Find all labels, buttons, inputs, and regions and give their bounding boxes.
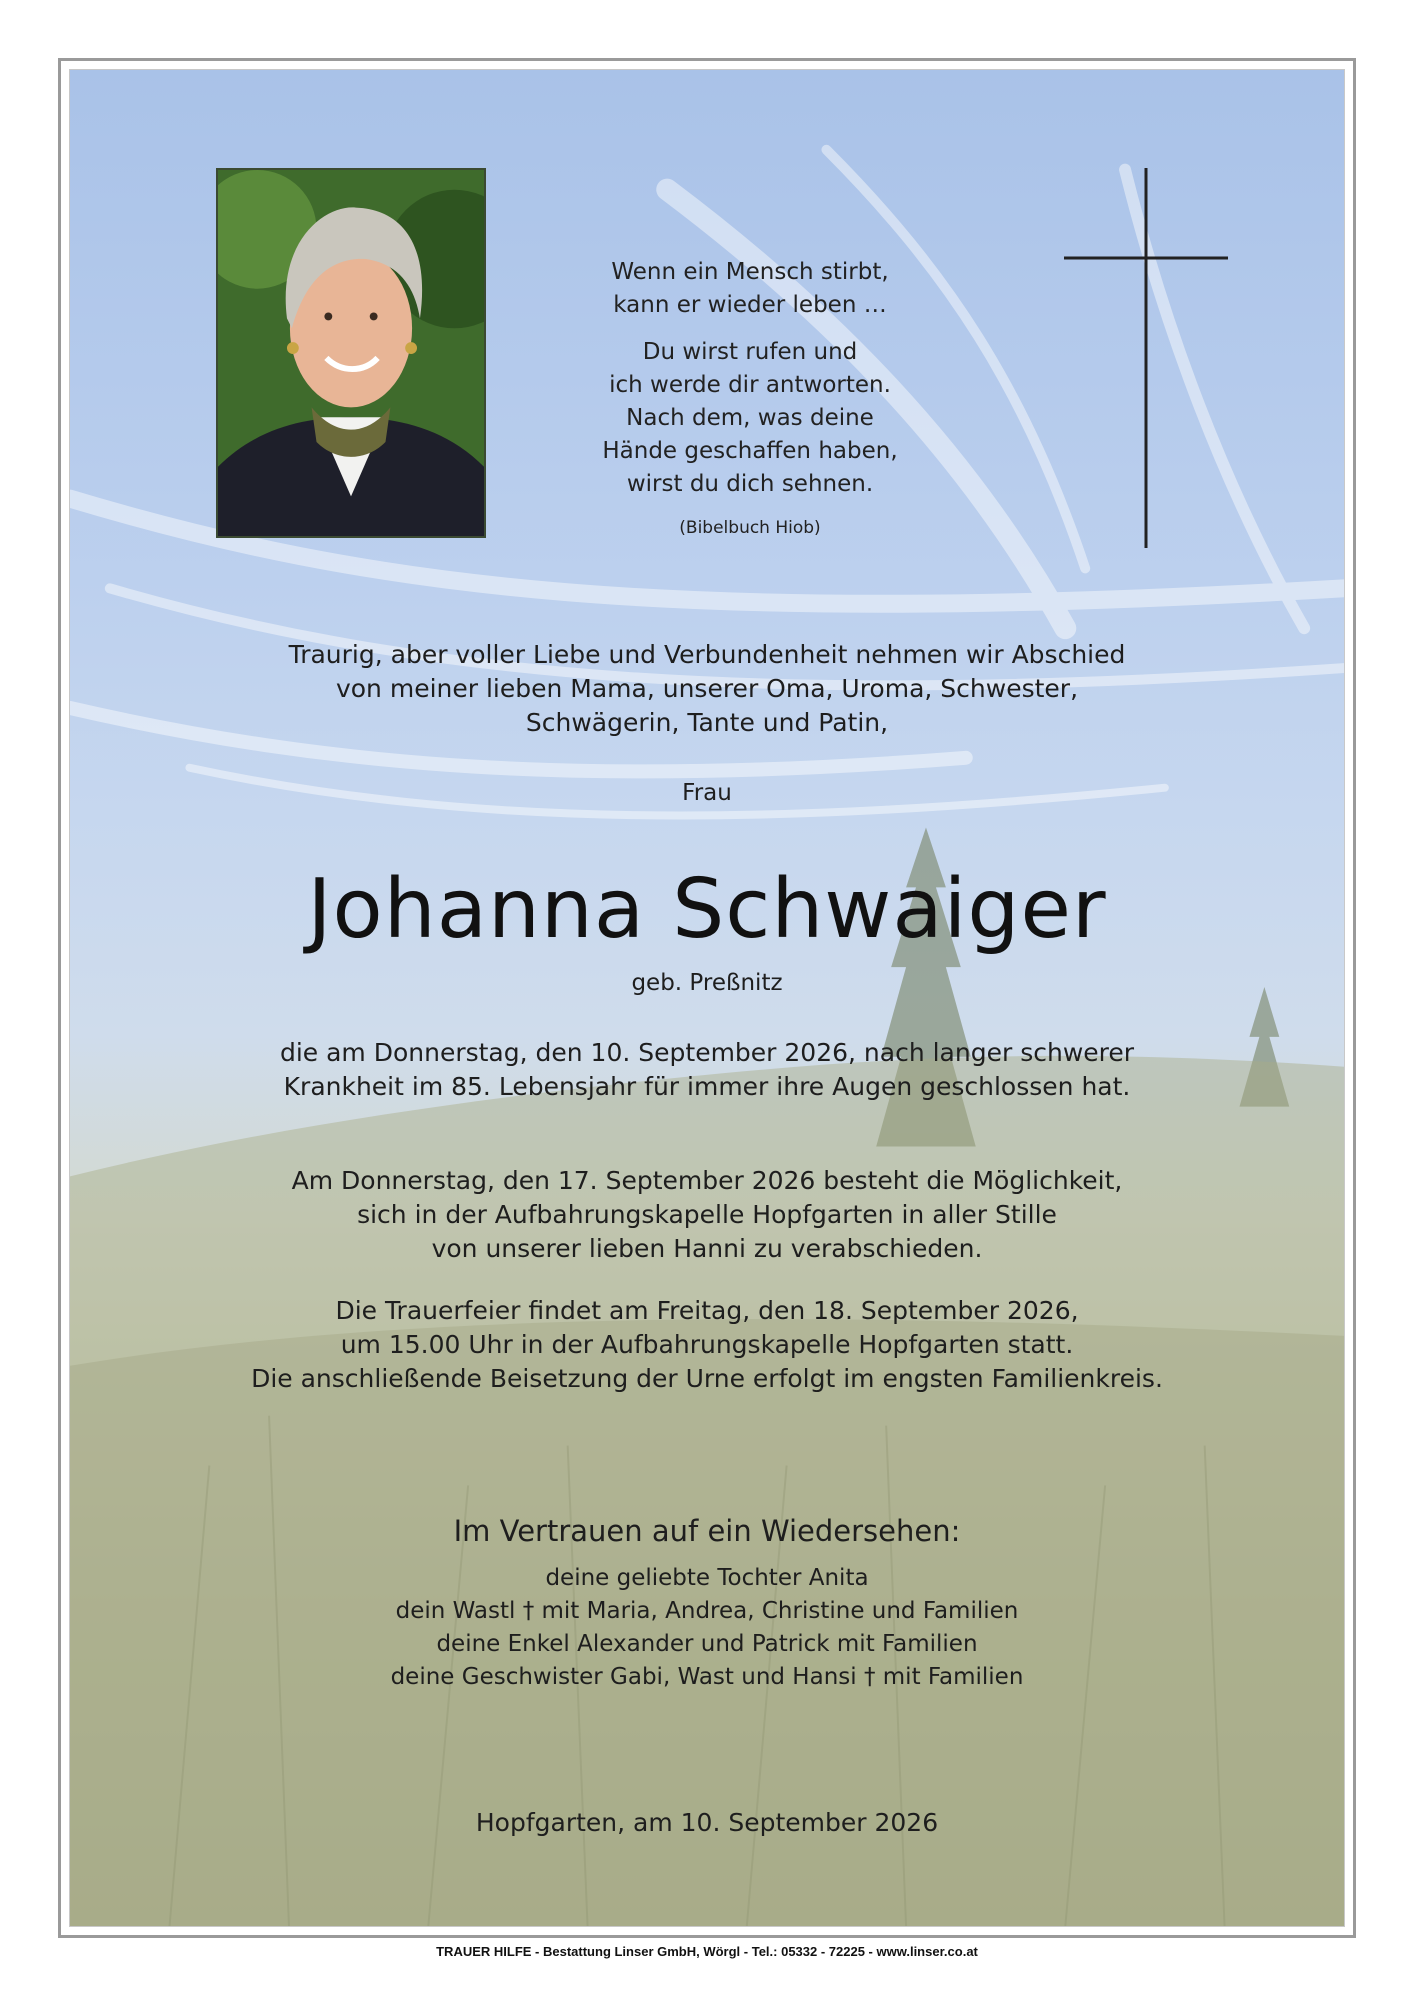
footer-imprint: TRAUER HILFE - Bestattung Linser GmbH, Wörgl - Tel.: 05332 - 72225 - www.linser.co.at bbox=[436, 1944, 978, 1959]
cross-icon bbox=[1064, 168, 1228, 548]
death-notice-line: Krankheit im 85. Lebensjahr für immer ihre Augen geschlossen hat. bbox=[283, 1072, 1131, 1101]
verse-stanza-1 bbox=[550, 256, 950, 322]
verse-line: kann er wieder leben … bbox=[613, 292, 887, 318]
mourner-line: deine Enkel Alexander und Patrick mit Familien bbox=[436, 1631, 978, 1657]
notice-background bbox=[69, 69, 1345, 1927]
verse-line: ich werde dir antworten. bbox=[609, 372, 891, 398]
viewing-line: von unserer lieben Hanni zu verabschieden. bbox=[431, 1234, 983, 1263]
viewing-line: Am Donnerstag, den 17. September 2026 besteht die Möglichkeit, bbox=[291, 1166, 1123, 1195]
verse-line: Du wirst rufen und bbox=[642, 339, 858, 365]
intro-line: Schwägerin, Tante und Patin, bbox=[525, 708, 889, 737]
mourners-list bbox=[70, 1562, 1344, 1694]
bible-verse bbox=[550, 256, 950, 541]
intro-line: von meiner lieben Mama, unserer Oma, Uroma, Schwester, bbox=[335, 674, 1079, 703]
intro-line: Traurig, aber voller Liebe und Verbundenheit nehmen wir Abschied bbox=[288, 640, 1126, 669]
mourner-line: dein Wastl † mit Maria, Andrea, Christine und Familien bbox=[395, 1598, 1019, 1624]
verse-line: wirst du dich sehnen. bbox=[626, 471, 874, 497]
verse-stanza-2 bbox=[550, 336, 950, 501]
mourner-line: deine geliebte Tochter Anita bbox=[545, 1565, 869, 1591]
death-notice bbox=[70, 1036, 1344, 1104]
mourner-line: deine Geschwister Gabi, Wast und Hansi † mit Familien bbox=[390, 1664, 1024, 1690]
deceased-name: Johanna Schwaiger bbox=[307, 862, 1107, 957]
maiden-name: geb. Preßnitz bbox=[631, 970, 783, 996]
viewing-line: sich in der Aufbahrungskapelle Hopfgarten in aller Stille bbox=[357, 1200, 1057, 1229]
notice-frame bbox=[58, 58, 1356, 1938]
viewing-info bbox=[70, 1164, 1344, 1266]
verse-line: Nach dem, was deine bbox=[626, 405, 874, 431]
intro-text bbox=[70, 638, 1344, 740]
funeral-line: Die Trauerfeier findet am Freitag, den 18. September 2026, bbox=[335, 1296, 1079, 1325]
funeral-info bbox=[70, 1294, 1344, 1396]
verse-line: Wenn ein Mensch stirbt, bbox=[611, 259, 889, 285]
death-notice-line: die am Donnerstag, den 10. September 2026, nach langer schwerer bbox=[279, 1038, 1135, 1067]
funeral-line: Die anschließende Beisetzung der Urne erfolgt im engsten Familienkreis. bbox=[251, 1364, 1163, 1393]
verse-source: (Bibelbuch Hiob) bbox=[679, 518, 821, 538]
verse-line: Hände geschaffen haben, bbox=[602, 438, 898, 464]
portrait-photo bbox=[216, 168, 486, 538]
funeral-line: um 15.00 Uhr in der Aufbahrungskapelle Hopfgarten statt. bbox=[340, 1330, 1074, 1359]
trust-heading: Im Vertrauen auf ein Wiedersehen: bbox=[453, 1514, 961, 1548]
salutation: Frau bbox=[682, 780, 732, 806]
place-date: Hopfgarten, am 10. September 2026 bbox=[475, 1808, 939, 1837]
